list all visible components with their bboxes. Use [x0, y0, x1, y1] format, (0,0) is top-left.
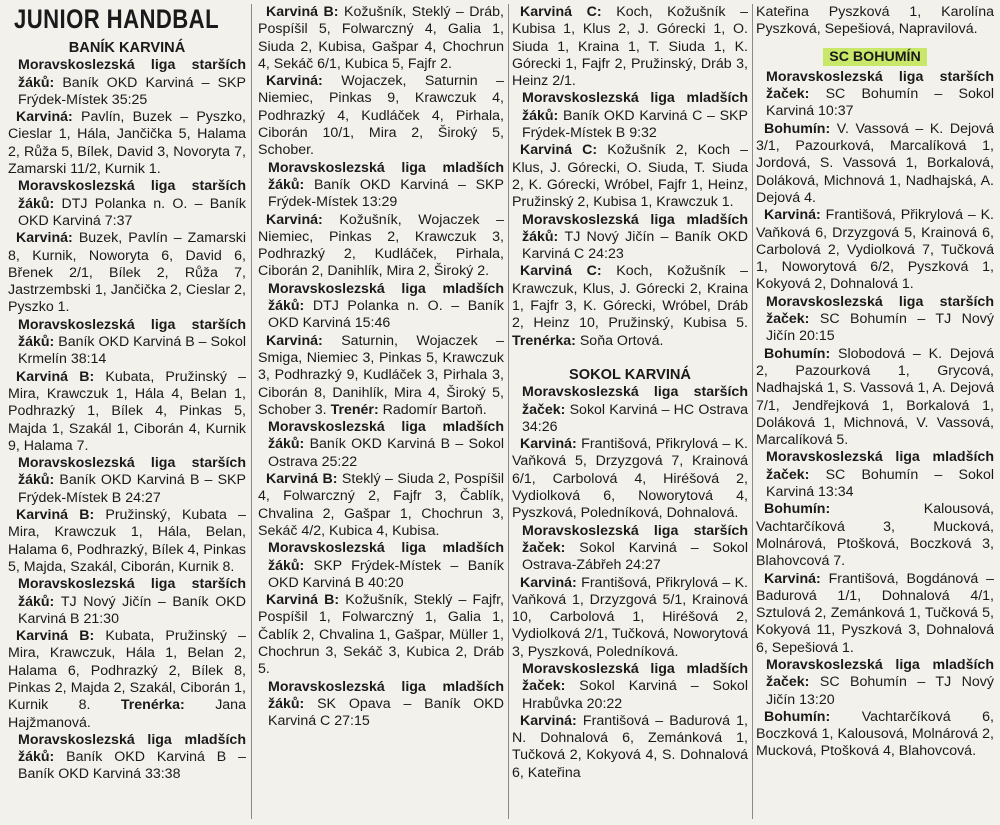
column-1	[8, 40, 246, 784]
team-lineup	[756, 709, 994, 761]
team-label: Karviná:	[16, 109, 73, 126]
league-name: Moravskoslezská liga starších žaček:	[522, 522, 748, 556]
trainer-label: Trenérka:	[512, 332, 576, 349]
league-name: Moravskoslezská liga starších žaček:	[766, 293, 994, 328]
league-name: Moravskoslezská liga starších žaček:	[766, 68, 994, 103]
league-name: Moravskoslezská liga mladších žaček:	[522, 660, 748, 695]
team-label: Karviná:	[266, 211, 323, 228]
highlighted-heading: SC BOHUMÍN	[823, 48, 926, 66]
match-score: SC Bohumín – TJ Nový Jičín 13:20	[766, 674, 994, 708]
team-lineup	[8, 109, 246, 178]
column-4	[756, 4, 994, 761]
trainer-name: Radomír Bartoň.	[382, 401, 487, 418]
column-divider	[752, 4, 753, 819]
player-list: Kalousová, Vachtarčíková 3, Mucková, Molnárová, Ptošková, Boczková 3, Blahovcová 7.	[756, 501, 994, 570]
match-score: Sokol Karviná – Sokol Ostrava-Zábřeh 24:27	[522, 539, 748, 574]
match-score: Baník OKD Karviná B – Baník OKD Karviná 33:38	[18, 749, 246, 783]
player-list: Kubata, Pružinský – Mira, Krawczuk, Hála 1, Belan 2, Halama 6, Podhrazký 2, Bílek 8, Pinkas 2, Majda 2, Szakál, Ciborán 1, Kurnik 8.	[8, 628, 246, 714]
match-result	[756, 657, 994, 709]
league-name: Moravskoslezská liga mladších žaček:	[766, 449, 994, 483]
player-list: Slobodová – K. Dejová 2, Pazourková 1, Grycová, Nadhajská 1, S. Vassová 1, A. Dejová 7/1, Jendřejková 1, Borkalová 1, Doláková 1, Michnová, V. Vassová, Marcalíková 5.	[756, 345, 994, 449]
match-result	[8, 455, 246, 507]
column-3	[512, 4, 748, 782]
team-label: Karviná:	[266, 332, 323, 349]
team-lineup	[512, 713, 748, 782]
team-label: Karviná C:	[520, 263, 602, 280]
league-name: Moravskoslezská liga mladších žáků:	[268, 540, 504, 574]
match-score: SKP Frýdek-Místek – Baník OKD Karviná B 40:20	[268, 557, 504, 591]
league-name: Moravskoslezská liga mladších žaček:	[766, 656, 994, 691]
team-lineup	[512, 142, 748, 211]
team-label: Bohumín:	[764, 345, 831, 362]
team-lineup	[512, 436, 748, 522]
player-list: Kožušník, Steklý – Dráb, Pospíšil 5, Folwarczný 4, Galia 1, Siuda 2, Kubisa, Gašpar 4, Chochrun 4, Sekáč 6/1, Kubica 5, Fajfr 2.	[258, 4, 504, 72]
league-name: Moravskoslezská liga starších žáků:	[18, 576, 246, 610]
team-lineup	[258, 592, 504, 678]
league-name: Moravskoslezská liga mladších žáků:	[522, 211, 748, 245]
match-score: TJ Nový Jičín – Baník OKD Karviná C 24:23	[522, 228, 748, 263]
team-lineup	[258, 471, 504, 540]
team-lineup	[8, 230, 246, 316]
section-heading: BANÍK KARVINÁ	[68, 40, 186, 56]
trainer-name: Jana Hajžmanová.	[8, 697, 246, 731]
team-lineup	[512, 575, 748, 661]
team-label: Karviná B:	[266, 471, 338, 488]
league-name: Moravskoslezská liga mladších žáků:	[268, 280, 504, 315]
league-name: Moravskoslezská liga starších žáků:	[18, 57, 246, 91]
league-name: Moravskoslezská liga starších žáků:	[18, 455, 246, 489]
trainer-label: Trenér:	[330, 401, 379, 418]
team-lineup	[756, 501, 994, 570]
section-heading: SOKOL KARVINÁ	[569, 366, 691, 383]
match-result	[512, 661, 748, 713]
match-score: DTJ Polanka n. O. – Baník OKD Karviná 15:46	[268, 298, 504, 332]
trainer-name: Soňa Ortová.	[579, 332, 664, 349]
team-label: Karviná B:	[16, 507, 95, 524]
player-list: Kožušník 2, Koch – Klus, J. Górecki, O. Siuda, T. Siuda 2, K. Górecki, Wróbel, Fajfr 1, Heinz, Pružinský 2, Kubisa 1, Krawczuk 1.	[512, 142, 748, 211]
team-lineup	[258, 212, 504, 281]
match-result	[512, 523, 748, 575]
league-name: Moravskoslezská liga mladších žáků:	[268, 678, 504, 712]
player-list: Františová, Přikrylová – K. Vaňková 6, Drzyzgová 5, Krainová 6, Carbolová 2, Vydiolková 7, Tučková 1, Noworytová 6/2, Pyszková 1, Kokyová 2, Dohnalová 1.	[756, 207, 994, 293]
team-lineup	[8, 369, 246, 455]
match-result	[512, 90, 748, 142]
match-result	[258, 281, 504, 333]
match-result	[258, 679, 504, 731]
team-label: Karviná:	[266, 73, 323, 90]
match-score: SK Opava – Baník OKD Karviná C 27:15	[268, 695, 504, 730]
match-score: Sokol Karviná – HC Ostrava 34:26	[522, 401, 748, 435]
match-score: SC Bohumín – Sokol Karviná 10:37	[766, 86, 994, 120]
team-lineup	[756, 346, 994, 450]
team-label: Karviná:	[520, 712, 577, 729]
column-divider	[508, 4, 509, 819]
match-result	[512, 212, 748, 264]
player-list: Wojaczek, Saturnin – Niemiec, Pinkas 9, Krawczuk 4, Podhrazký 4, Kudláček 4, Pirhala, Ciborán 10/1, Mira 2, Široký 5, Schober.	[258, 73, 504, 159]
match-score: Sokol Karviná – Sokol Hrabůvka 20:22	[522, 678, 748, 712]
team-label: Bohumín:	[764, 120, 831, 137]
match-result	[8, 178, 246, 230]
player-list: Kožušník, Steklý – Fajfr, Pospíšil 1, Folwarczný 1, Galia 1, Čablík 2, Chvalina 1, Gašpar, Müller 1, Chochrun 3, Sekáč 3, Kubica 2, Dráb 5.	[258, 592, 504, 678]
match-score: Baník OKD Karviná B – SKP Frýdek-Místek B 24:27	[18, 472, 246, 506]
player-list: Pavlín, Buzek – Pyszko, Cieslar 1, Hála, Jančička 5, Halama 2, Růža 5, Bílek, David 3, Novoryta 7, Zamarski 11/2, Kurnik 1.	[8, 109, 246, 178]
player-list: Františová, Přikrylová – K. Vaňková 5, Drzyzgová 7, Krainová 6/1, Carbolová 4, Hiréšová 2, Vydiolková 6, Noworytová 4, Pyszková, Poledníková, Dohnalová.	[512, 436, 748, 522]
player-list: Pružinský, Kubata – Mira, Krawczuk 1, Hála, Belan, Halama 6, Podhrazký, Bílek 4, Pinkas 5, Majda, Szakál, Ciborán, Kurnik 8.	[8, 507, 246, 575]
team-lineup	[756, 207, 994, 293]
match-result	[258, 540, 504, 592]
team-lineup	[258, 4, 504, 73]
player-list: Františová, Přikrylová – K. Vaňková 1, Drzyzgová 5/1, Krainová 10, Carbolová 1, Hiréšová 2, Vydiolková 2/1, Tučková, Noworytová 3, Pyszková, Poledníková.	[512, 574, 748, 660]
match-result	[8, 732, 246, 784]
column-2	[258, 4, 504, 730]
match-score: DTJ Polanka n. O. – Baník OKD Karviná 7:37	[18, 195, 246, 229]
match-score: Baník OKD Karviná – SKP Frýdek-Místek 13:29	[268, 176, 504, 211]
match-score: Baník OKD Karviná B – Sokol Ostrava 25:22	[268, 436, 504, 470]
match-result	[8, 576, 246, 628]
league-name: Moravskoslezská liga starších žaček:	[522, 384, 748, 418]
team-label: Karviná:	[520, 436, 577, 453]
team-lineup	[8, 507, 246, 576]
match-result	[756, 69, 994, 121]
team-label: Karviná B:	[266, 592, 340, 609]
match-score: Baník OKD Karviná – SKP Frýdek-Místek 35:25	[18, 74, 246, 108]
match-score: TJ Nový Jičín – Baník OKD Karviná B 21:30	[18, 593, 246, 627]
league-name: Moravskoslezská liga starších žáků:	[18, 316, 246, 351]
player-list: Kožušník, Wojaczek – Niemiec, Pinkas 2, Krawczuk 3, Podhrazký 2, Kudláček, Pirhala, Ciborán 2, Danihlík, Mira 2, Široký 2.	[258, 211, 504, 280]
trainer-label: Trenérka:	[120, 697, 185, 714]
player-list: Steklý – Siuda 2, Pospíšil 4, Folwarczný 2, Fajfr 3, Čablík, Chvalina 2, Gašpar 1, Chochrun 3, Sekáč 4/2, Kubica 4, Kubisa.	[258, 471, 504, 539]
player-list: Saturnin, Wojaczek – Smiga, Niemiec 3, Pinkas 5, Krawczuk 3, Podhrazký 9, Kudláček 3, Pirhala 3, Ciborán 8, Danihlík, Mira 4, Široký 5, Schober 3.	[258, 332, 504, 418]
player-list: Vachtarčíková 6, Boczková 1, Kalousová, Molnárová 2, Mucková, Ptošková 4, Blahovcová.	[756, 708, 994, 760]
match-result	[756, 449, 994, 501]
team-label: Karviná B:	[16, 628, 95, 645]
team-label: Karviná:	[16, 230, 73, 247]
team-label: Karviná:	[764, 207, 821, 224]
match-score: SC Bohumín – Sokol Karviná 13:34	[766, 466, 994, 501]
team-label: Bohumín:	[764, 501, 831, 518]
player-list: Kubata, Pružinský – Mira, Krawczuk 1, Hála 4, Belan 1, Podhrazký 1, Bílek 4, Pinkas 5, Majda 1, Szakál 1, Ciborán 4, Kurnik 9, Halama 7.	[8, 368, 246, 454]
team-label: Karviná C:	[520, 4, 602, 20]
match-result	[512, 384, 748, 436]
league-name: Moravskoslezská liga mladších žáků:	[18, 731, 246, 766]
page-title: JUNIOR HANDBAL	[14, 4, 219, 34]
match-result	[756, 294, 994, 346]
match-score: Baník OKD Karviná B – Sokol Krmelín 38:14	[18, 334, 246, 368]
league-name: Moravskoslezská liga mladších žáků:	[522, 90, 748, 124]
league-name: Moravskoslezská liga starších žáků:	[18, 178, 246, 212]
match-result	[258, 160, 504, 212]
section-heading	[756, 49, 994, 66]
continued-text: Kateřina Pyszková 1, Karolína Pyszková, Sepešiová, Napravilová.	[756, 4, 994, 38]
player-list: Koch, Kožušník – Krawczuk, Klus, J. Górecki 2, Kraina 1, Fajfr 3, K. Górecki, Wróbel, Dráb 2, Heinz 10, Pružinský, Kubisa 5.	[512, 263, 748, 332]
team-label: Karviná B:	[16, 368, 95, 385]
player-list: Františová – Badurová 1, N. Dohnalová 6, Zemánková 1, Tučková 2, Kokyová 4, S. Dohnalová 6, Kateřina	[512, 712, 748, 781]
league-name: Moravskoslezská liga mladších žáků:	[268, 159, 504, 193]
match-score: Baník OKD Karviná C – SKP Frýdek-Místek B 9:32	[522, 107, 748, 142]
team-lineup	[756, 571, 994, 657]
player-list: Koch, Kožušník – Kubisa 1, Klus 2, J. Górecki 1, O. Siuda 1, Kraina 1, T. Siuda 1, K. Górecki 1, Fajfr 2, Pružinský, Dráb 3, Heinz 2/1.	[512, 4, 748, 90]
match-result	[8, 57, 246, 109]
team-label: Bohumín:	[764, 708, 831, 725]
league-name: Moravskoslezská liga mladších žáků:	[268, 419, 504, 453]
player-list: Buzek, Pavlín – Zamarski 8, Kurnik, Noworyta 6, David 6, Břenek 2/1, Bílek 2, Růža 7, Jastrzembski 1, Jančička 2, Cieslar 2, Pyszko 1.	[8, 230, 246, 316]
team-lineup	[258, 333, 504, 419]
team-lineup	[258, 73, 504, 159]
team-label: Karviná C:	[520, 142, 598, 159]
team-lineup	[8, 628, 246, 732]
match-result	[8, 317, 246, 369]
match-result	[258, 419, 504, 471]
team-label: Karviná:	[764, 570, 821, 587]
column-divider	[251, 4, 252, 819]
team-lineup	[512, 263, 748, 349]
team-label: Karviná:	[520, 574, 577, 591]
player-list: V. Vassová – K. Dejová 3/1, Pazourková, Marcalíková 1, Jordová, S. Vassová 1, Borkalová, Doláková, Michnová 1, Nadhajská, A. Dejová 4.	[756, 120, 994, 206]
match-score: SC Bohumín – TJ Nový Jičín 20:15	[766, 311, 994, 345]
team-label: Karviná B:	[266, 4, 339, 20]
player-list: Františová, Bogdánová – Badurová 1/1, Dohnalová 4/1, Sztulová 2, Zemánková 1, Tučková 5, Kokyová 11, Pyszková 3, Dohnalová 6, Sepešiová 1.	[756, 570, 994, 656]
team-lineup	[512, 4, 748, 90]
team-lineup	[756, 121, 994, 207]
